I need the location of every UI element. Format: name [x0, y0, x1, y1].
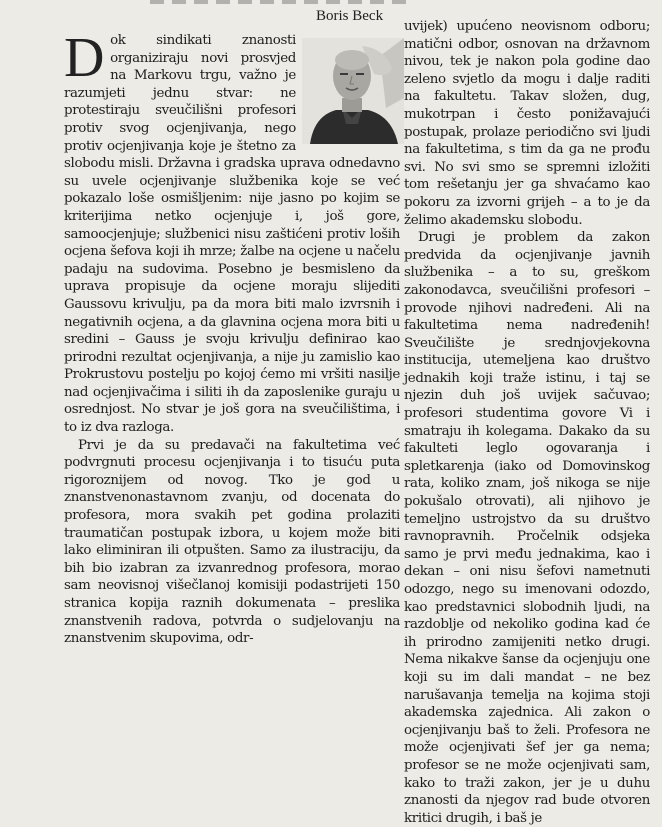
- paragraph-3: uvijek) upućeno neovisnom odboru; matični odbor, osnovan na državnom nivou, tek je nakon pola godine dao zeleno svjetlo da mogu i dalje raditi na fakultetu. Takav složen, dug, mukotrpan i često ponižavajući postupak, prolaze periodično svi ljudi na fakultetima, s tim da ga ne prođu svi. No svi smo se spremni izložiti tom rešetanju jer ga shvaćamo kao pokoru za izvorni grijeh – a to je da želimo akademsku slobodu.: [404, 19, 650, 228]
- author-portrait-image: [302, 38, 404, 144]
- author-photo: [302, 38, 404, 144]
- headline-remnant: [150, 0, 410, 4]
- paragraph-1: ok sindikati znanosti organiziraju novi prosvjed na Markovu trgu, važno je razumjeti jednu stvar: ne protestiraju sveučilišni profesori protiv svog ocjenjivanja, nego protiv ocjenjivanja koje je štetno za slobodu misli. Državna i gradska uprava odnedavno su uvele ocjenjivanje službenika koje se već pokazalo loše osmišljenim: nije jasno po kojim se kriterijima netko ocjenjuje i, još gore, samoocjenjuje; službenici nisu zaštićeni protiv loših ocjena šefova koji ih mrze; žalbe na ocjene u načelu padaju na sudovima. Posebno je besmisleno da uprava propisuje da ocjene moraju slijediti Gaussovu krivulju, pa da mora biti malo izvrsnih i negativnih ocjena, a da glavnina ocjena mora biti u sredini – Gauss je svoju krivulju definirao kao prirodni rezultat ocjenjivanja, a nije ju zamislio kao Prokrustovu postelju po kojoj ćemo mi vršiti nasilje nad ocjenjivačima i siliti ih da zaposlenike guraju u osrednjost. No stvar je još gora na sveučilištima, i to iz dva razloga.: [64, 33, 400, 436]
- paragraph-4: Drugi je problem da zakon predvida da ocjenjivanje javnih službenika – a to su, greškom zakonodavca, sveučilišni profesori – provode njihovi nadređeni. Ali na fakultetima nema nadređenih! Sveučilište je srednjovjekovna institucija, utemeljena kao društvo jednakih koji traže istinu, i taj se njezin duh još uvijek sačuvao; profesori studentima govore Vi i smatraju ih kolegama. Dakako da su fakulteti leglo ogovaranja i spletkarenja (iako od Domovinskog rata, koliko znam, još nikoga se nije pokušalo otrovati), ali njihovo je temeljno ustrojstvo da su društvo ravnopravnih. Pročelnik odsjeka samo je prvi među jednakima, kao i dekan – oni nisu šefovi nametnuti odozgo, nego su imenovani odozdo, kao predstavnici slobodnih ljudi, na razdoblje od nekoliko godina kad će ih prirodno zamijeniti netko drugi. Nema nikakve šanse da ocjenjuju one koji su im dali mandat – ne bez narušavanja temelja na kojima stoji akademska zajednica. Ali zakon o ocjenjivanju baš to želi. Profesora ne može ocjenjivati šef jer ga nema; profesor se ne može ocjenjivati sam, kako to traži zakon, jer je u duhu znanosti da njegov rad bude otvoren kritici drugih, i baš je: [404, 230, 650, 826]
- article-column-left: [64, 27, 400, 647]
- drop-cap: D: [64, 27, 105, 89]
- paragraph-2: Prvi je da su predavači na fakultetima već podvrgnuti procesu ocjenjivanja i to tisuću puta rigoroznijem od novog. Tko je god u znanstvenonastavnom zvanju, od docenata do profesora, mora svakih pet godina prolaziti traumatičan postupak izbora, u kojem može biti lako eliminiran ili otpušten. Samo za ilustraciju, da bih bio izabran za izvanrednog profesora, morao sam neovisnoj višečlanoj komisiji podastrijeti 150 stranica kopija raznih dokumenata – preslika znanstvenih radova, potvrda o sudjelovanju na znanstvenim skupovima, odr-: [64, 437, 400, 647]
- author-byline: Boris Beck: [316, 8, 384, 24]
- article-column-right: [404, 18, 650, 826]
